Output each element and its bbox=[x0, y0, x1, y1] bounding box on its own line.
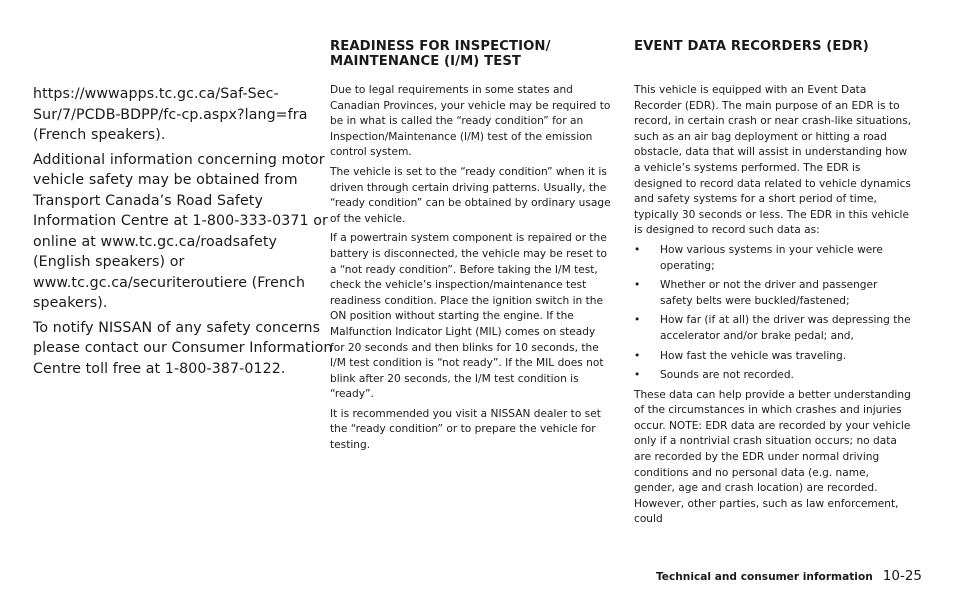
nissan-contact-paragraph: To notify NISSAN of any safety concerns please contact our Consumer Information Centre toll free at 1-800-387-0122. bbox=[33, 319, 333, 377]
edr-data-list bbox=[634, 243, 912, 384]
french-url-paragraph: https://wwwapps.tc.gc.ca/Saf-Sec-Sur/7/PCDB-BDPP/fc-cp.aspx?lang=fra (French speakers). bbox=[33, 86, 308, 143]
edr-intro-paragraph: This vehicle is equipped with an Event Data Recorder (EDR). The main purpose of an EDR is to record, in certain crash or near crash-like situations, such as an air bag deployment or hitting a road obstacle, data that will assist in understanding how a vehicle’s systems performed. The EDR is designed to record data related to vehicle dynamics and safety systems for a short period of time, typically 30 seconds or less. The EDR in this vehicle is designed to record such data as: bbox=[634, 84, 912, 237]
left-column bbox=[33, 84, 333, 383]
list-item: • Whether or not the driver and passenger safety belts were buckled/fastened; bbox=[634, 278, 912, 309]
readiness-paragraph: It is recommended you visit a NISSAN dealer to set the “ready condition” or to prepare the vehicle for testing. bbox=[330, 407, 601, 452]
readiness-paragraph: If a powertrain system component is repaired or the battery is disconnected, the vehicle may be reset to a “not ready condition”. Before taking the I/M test, check the vehicle’s inspection/maintenance test readiness condition. Place the ignition switch in the ON position without starting the engine. If the Malfunction Indicator Light (MIL) comes on steady for 20 seconds and then blinks for 10 seconds, the I/M test condition is “not ready”. If the MIL does not blink after 20 seconds, the I/M test condition is “ready”. bbox=[330, 232, 607, 401]
page-footer bbox=[656, 568, 922, 584]
transport-canada-paragraph: Additional information concerning motor vehicle safety may be obtained from Transport Canada’s Road Safety Information Centre at 1-800-333-0371 or online at www.tc.gc.ca/roadsafety (English speakers) or www.tc.gc.ca/securiteroutiere (French speakers). bbox=[33, 151, 328, 311]
readiness-heading-line2: MAINTENANCE (I/M) TEST bbox=[330, 53, 522, 69]
readiness-heading-line1: READINESS FOR INSPECTION/ bbox=[330, 39, 551, 54]
page-number: 10-25 bbox=[882, 568, 922, 584]
footer-section-title: Technical and consumer information bbox=[655, 571, 873, 583]
readiness-heading bbox=[330, 40, 620, 69]
list-item: • How various systems in your vehicle were operating; bbox=[634, 243, 912, 274]
readiness-paragraph: The vehicle is set to the “ready condition” when it is driven through certain driving patterns. Usually, the “ready condition” can be obtained by ordinary usage of the vehicle. bbox=[330, 165, 611, 225]
edr-closing-paragraph: These data can help provide a better understanding of the circumstances in which crashes and injuries occur. NOTE: EDR data are recorded by your vehicle only if a nontrivial crash situation occurs; no data are recorded by the EDR under normal driving conditions and no personal data (e.g. name, gender, age and crash location) are recorded. However, other parties, such as law enforcement, could bbox=[634, 388, 911, 526]
edr-heading: EVENT DATA RECORDERS (EDR) bbox=[634, 39, 869, 54]
list-item: • How fast the vehicle was traveling. bbox=[634, 349, 912, 365]
readiness-paragraph: Due to legal requirements in some states and Canadian Provinces, your vehicle may be required to be in what is called the “ready condition” for an Inspection/Maintenance (I/M) test of the emission control system. bbox=[330, 84, 611, 159]
list-item: • Sounds are not recorded. bbox=[634, 368, 912, 384]
list-item: • How far (if at all) the driver was depressing the accelerator and/or brake pedal; and, bbox=[634, 313, 912, 344]
